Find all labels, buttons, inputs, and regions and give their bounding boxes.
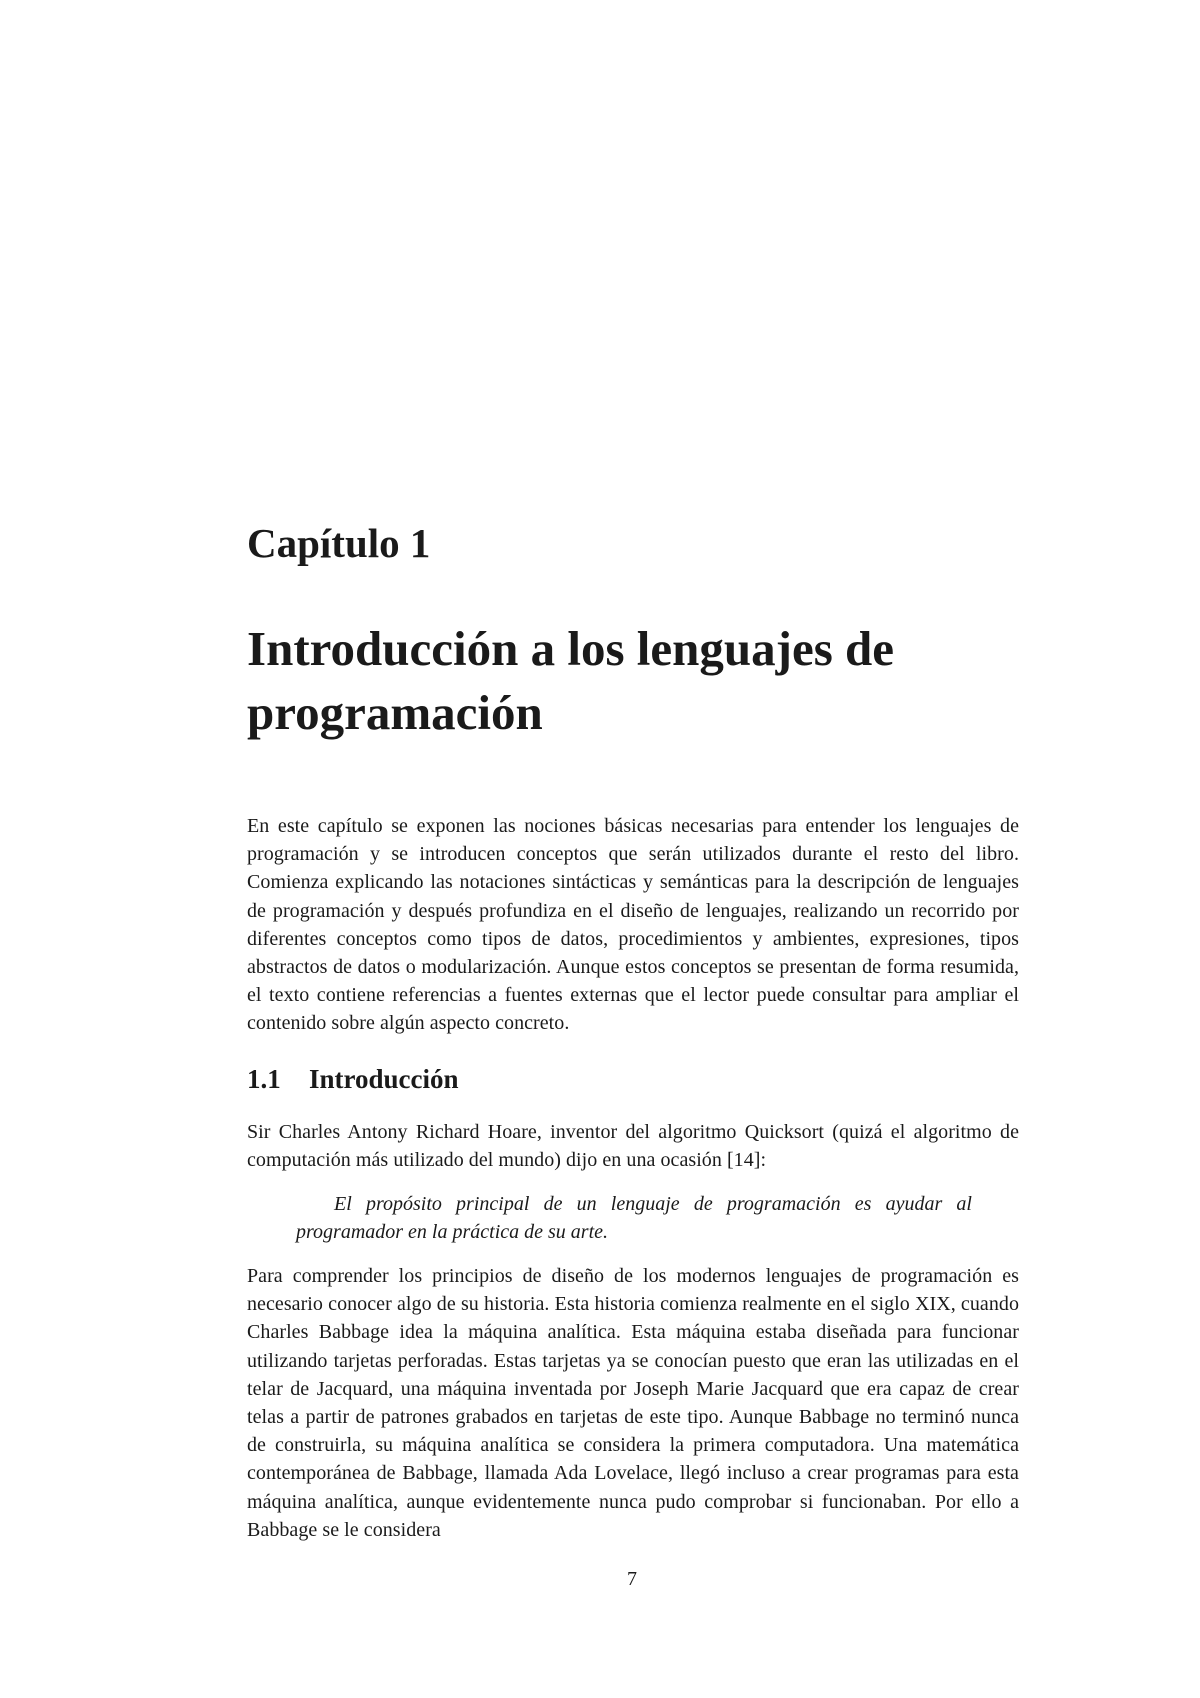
body-paragraph-1: Sir Charles Antony Richard Hoare, inventor del algoritmo Quicksort (quizá el algoritmo de computación más utilizado del mundo) dijo en una ocasión [14]:	[247, 1121, 1019, 1172]
block-quote: El propósito principal de un lenguaje de programación es ayudar al programador en la práctica de su arte.	[296, 1193, 972, 1244]
page-number: 7	[627, 1568, 637, 1590]
intro-paragraph: En este capítulo se exponen las nociones básicas necesarias para entender los lenguajes de programación y se introducen conceptos que serán utilizados durante el resto del libro. Comienza explicando las notaciones sintácticas y semánticas para la descripción de lenguajes de programación y después profundiza en el diseño de lenguajes, realizando un recorrido por diferentes conceptos como tipos de datos, procedimientos y ambientes, expresiones, tipos abstractos de datos o modularización. Aunque estos conceptos se presentan de forma resumida, el texto contiene referencias a fuentes externas que el lector puede consultar para ampliar el contenido sobre algún aspecto concreto.	[247, 815, 1019, 1035]
chapter-title: Introducción a los lenguajes de programación	[247, 621, 895, 740]
chapter-label: Capítulo 1	[247, 520, 431, 566]
section-heading	[247, 1066, 459, 1093]
body-paragraph-2: Para comprender los principios de diseño de los modernos lenguajes de programación es necesario conocer algo de su historia. Esta historia comienza realmente en el siglo XIX, cuando Charles Babbage idea la máquina analítica. Esta máquina estaba diseñada para funcionar utilizando tarjetas perforadas. Estas tarjetas ya se conocían puesto que eran las utilizadas en el telar de Jacquard, una máquina inventada por Joseph Marie Jacquard que era capaz de crear telas a partir de patrones grabados en tarjetas de este tipo. Aunque Babbage no terminó nunca de construirla, su máquina analítica se considera la primera computadora. Una matemática contemporánea de Babbage, llamada Ada Lovelace, llegó incluso a crear programas para esta máquina analítica, aunque evidentemente nunca pudo comprobar si funcionaban. Por ello a Babbage se le considera	[247, 1265, 1019, 1541]
section-number: 1.1	[247, 1064, 281, 1094]
section-title: Introducción	[309, 1064, 459, 1094]
